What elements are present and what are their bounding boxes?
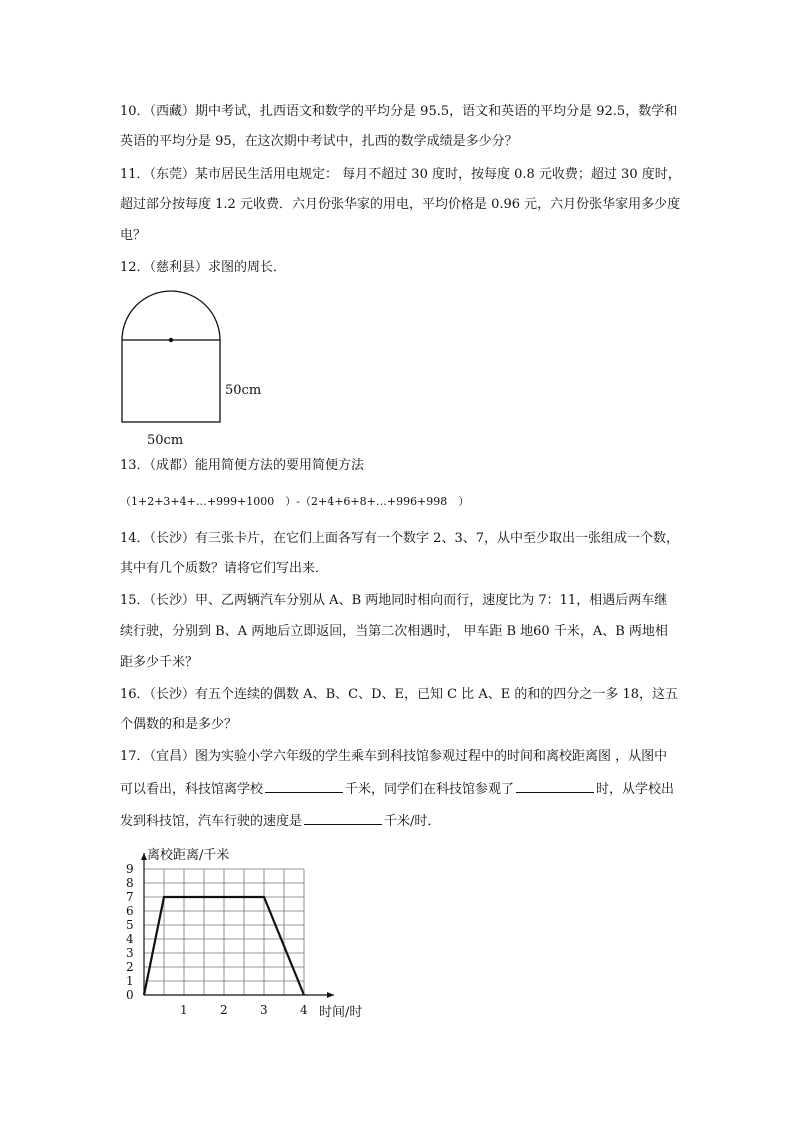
y-tick-label: 4 [126, 932, 134, 946]
q17-line-2-part-a: 可以看出，科技馆离学校 [120, 782, 264, 797]
y-tick-label: 5 [126, 918, 134, 932]
q16-line-1: 16．（长沙）有五个连续的偶数 A、B、C、D、E，已知 C 比 A、E 的和的四分之一多 18，这五 [120, 687, 679, 702]
q11-line-1: 11．（东莞）某市居民生活用电规定： 每月不超过 30 度时，按每度 0.8 元收费；超过 30 度时， [120, 167, 681, 182]
q13-line-1: 13．（成都）能用简便方法的要用简便方法 [120, 458, 365, 473]
x-axis-arrow [327, 992, 334, 998]
x-tick-label: 3 [260, 1003, 268, 1017]
q17-line-2-part-b: 千米，同学们在科技馆参观了 [345, 782, 515, 797]
q16-line-2: 个偶数的和是多少？ [120, 717, 238, 732]
q10-line-1: 10．（西藏）期中考试，扎西语文和数学的平均分是 95.5，语文和英语的平均分是 92.5，数学和 [120, 104, 678, 119]
y-tick-label: 9 [126, 862, 134, 876]
answer-blank-distance[interactable] [265, 780, 343, 793]
y-tick-label: 7 [126, 890, 134, 904]
y-tick-label: 3 [126, 946, 134, 960]
q15-line-1: 15．（长沙）甲、乙两辆汽车分别从 A、B 两地同时相向而行，速度比为 7：11，相遇后两车继 [120, 593, 668, 608]
q14-line-2: 其中有几个质数？请将它们写出来． [120, 561, 329, 576]
x-axis-label: 时间/时 [319, 1005, 363, 1020]
dim-right-label: 50cm [225, 383, 262, 398]
y-tick-label: 1 [126, 974, 134, 988]
x-tick-label: 1 [180, 1003, 188, 1017]
q17-line-3 [120, 812, 440, 830]
q17-line-3-part-a: 发到科技馆，汽车行驶的速度是 [120, 814, 303, 829]
q17-line-2 [120, 780, 674, 798]
semicircle-arc [122, 291, 220, 340]
center-dot [169, 338, 173, 342]
y-tick-label: 6 [126, 904, 134, 918]
y-tick-label: 2 [126, 960, 134, 974]
distance-time-chart [110, 840, 390, 1025]
answer-blank-visit-time[interactable] [516, 780, 594, 793]
q10-line-2: 英语的平均分是 95，在这次期中考试中，扎西的数学成绩是多少分？ [120, 134, 518, 149]
x-tick-label: 2 [220, 1003, 228, 1017]
q17-line-1: 17．（宜昌）图为实验小学六年级的学生乘车到科技馆参观过程中的时间和离校距离图 ，从图中 [120, 749, 668, 764]
q17-line-3-part-b: 千米/时． [384, 814, 441, 829]
dim-bottom-label: 50cm [147, 433, 184, 448]
y-tick-label: 8 [126, 876, 134, 890]
q17-line-2-part-c: 时，从学校出 [596, 782, 675, 797]
q15-line-2: 续行驶，分别到 B、A 两地后立即返回，当第二次相遇时， 甲车距 B 地60 千米，A、B 两地相 [120, 624, 668, 639]
chart-grid [144, 869, 304, 995]
q14-line-1: 14．（长沙）有三张卡片，在它们上面各写有一个数字 2、3、7，从中至少取出一张组成一个数， [120, 531, 679, 546]
q13-expression: （1+2+3+4+…+999+1000 ）-（2+4+6+8+…+996+998 ） [120, 495, 470, 508]
q11-line-2: 超过部分按每度 1.2 元收费．六月份张华家的用电，平均价格是 0.96 元，六月份张华家用多少度 [120, 197, 681, 212]
q15-line-3: 距多少千米？ [120, 655, 199, 670]
chart-axes [141, 853, 334, 998]
answer-blank-speed[interactable] [304, 812, 382, 825]
q12-line-1: 12．（慈利县）求图的周长． [120, 260, 287, 275]
x-tick-label: 4 [300, 1003, 308, 1017]
q11-line-3: 电？ [120, 228, 147, 243]
y-axis-label: 离校距离/千米 [147, 848, 230, 863]
square-shape [122, 340, 220, 422]
y-tick-label: 0 [126, 988, 134, 1002]
q12-figure [115, 285, 275, 450]
